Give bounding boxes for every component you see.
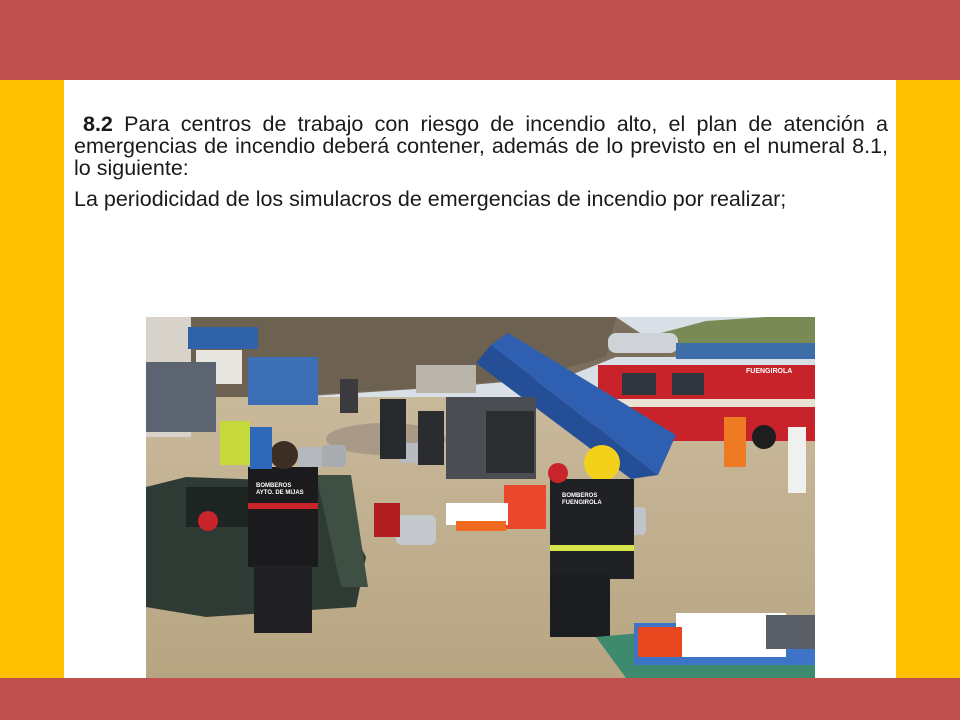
bottom-band — [0, 678, 960, 720]
paragraph-8-2 — [74, 113, 888, 179]
pallets — [416, 365, 476, 393]
worker-dark-2 — [418, 411, 444, 465]
firefighter-mijas-legs — [254, 565, 312, 633]
worker-blue — [250, 427, 272, 469]
blue-container-small — [188, 327, 258, 349]
firefighter-fuengirola-helmet — [584, 445, 620, 481]
paragraph-8-2-text: Para centros de trabajo con riesgo de incendio alto, el plan de atención a emergencias de incendio deberá contener, además de lo previsto en el numeral 8.1, lo siguiente: — [74, 112, 888, 180]
firefighter-mijas-head — [270, 441, 298, 469]
orange-board — [456, 521, 506, 531]
orange-head-block — [638, 627, 682, 657]
red-bag — [374, 503, 400, 537]
tank-truck — [608, 333, 678, 353]
left-side-bar — [0, 80, 64, 678]
top-band — [0, 0, 960, 80]
keg-fallen — [396, 515, 436, 545]
blue-hopper — [248, 357, 318, 405]
fire-truck-stripe — [598, 399, 815, 407]
firefighter-fuengirola-legs — [550, 575, 610, 637]
worker-white-right — [788, 427, 806, 493]
firefighter-fuengirola-stripe — [550, 545, 634, 551]
keg-2 — [322, 445, 346, 467]
firefighter-mijas-vest-label: BOMBEROS AYTO. DE MIJAS — [256, 483, 304, 496]
section-number: 8.2 — [83, 112, 113, 136]
worker-vest-right — [724, 417, 746, 467]
firefighter-mijas-stripe — [248, 503, 318, 509]
fire-truck-window-2 — [672, 373, 704, 395]
worker-dark — [380, 399, 406, 459]
slide-text — [74, 113, 888, 219]
fire-truck-wheel-2 — [752, 425, 776, 449]
worker-red — [340, 379, 358, 413]
keg — [298, 447, 322, 469]
medic-red-cross — [504, 485, 546, 529]
fire-truck-window — [622, 373, 656, 395]
paragraph-periodicidad: La periodicidad de los simulacros de emergencias de incendio por realizar; — [74, 187, 787, 211]
worker-yellow-vest — [220, 421, 250, 465]
firefighter-mijas — [248, 467, 318, 567]
medic-helmet — [548, 463, 568, 483]
vehicle-underside — [486, 411, 534, 473]
victim-legs — [766, 615, 815, 649]
fire-drill-photo — [146, 317, 815, 678]
rescuer-helmet — [198, 511, 218, 531]
shelving — [146, 362, 216, 432]
blue-shed — [676, 343, 815, 359]
fire-truck-label: FUENGIROLA — [746, 368, 793, 375]
firefighter-fuengirola-jacket-label: BOMBEROS FUENGIROLA — [562, 493, 602, 506]
right-side-bar — [896, 80, 960, 678]
